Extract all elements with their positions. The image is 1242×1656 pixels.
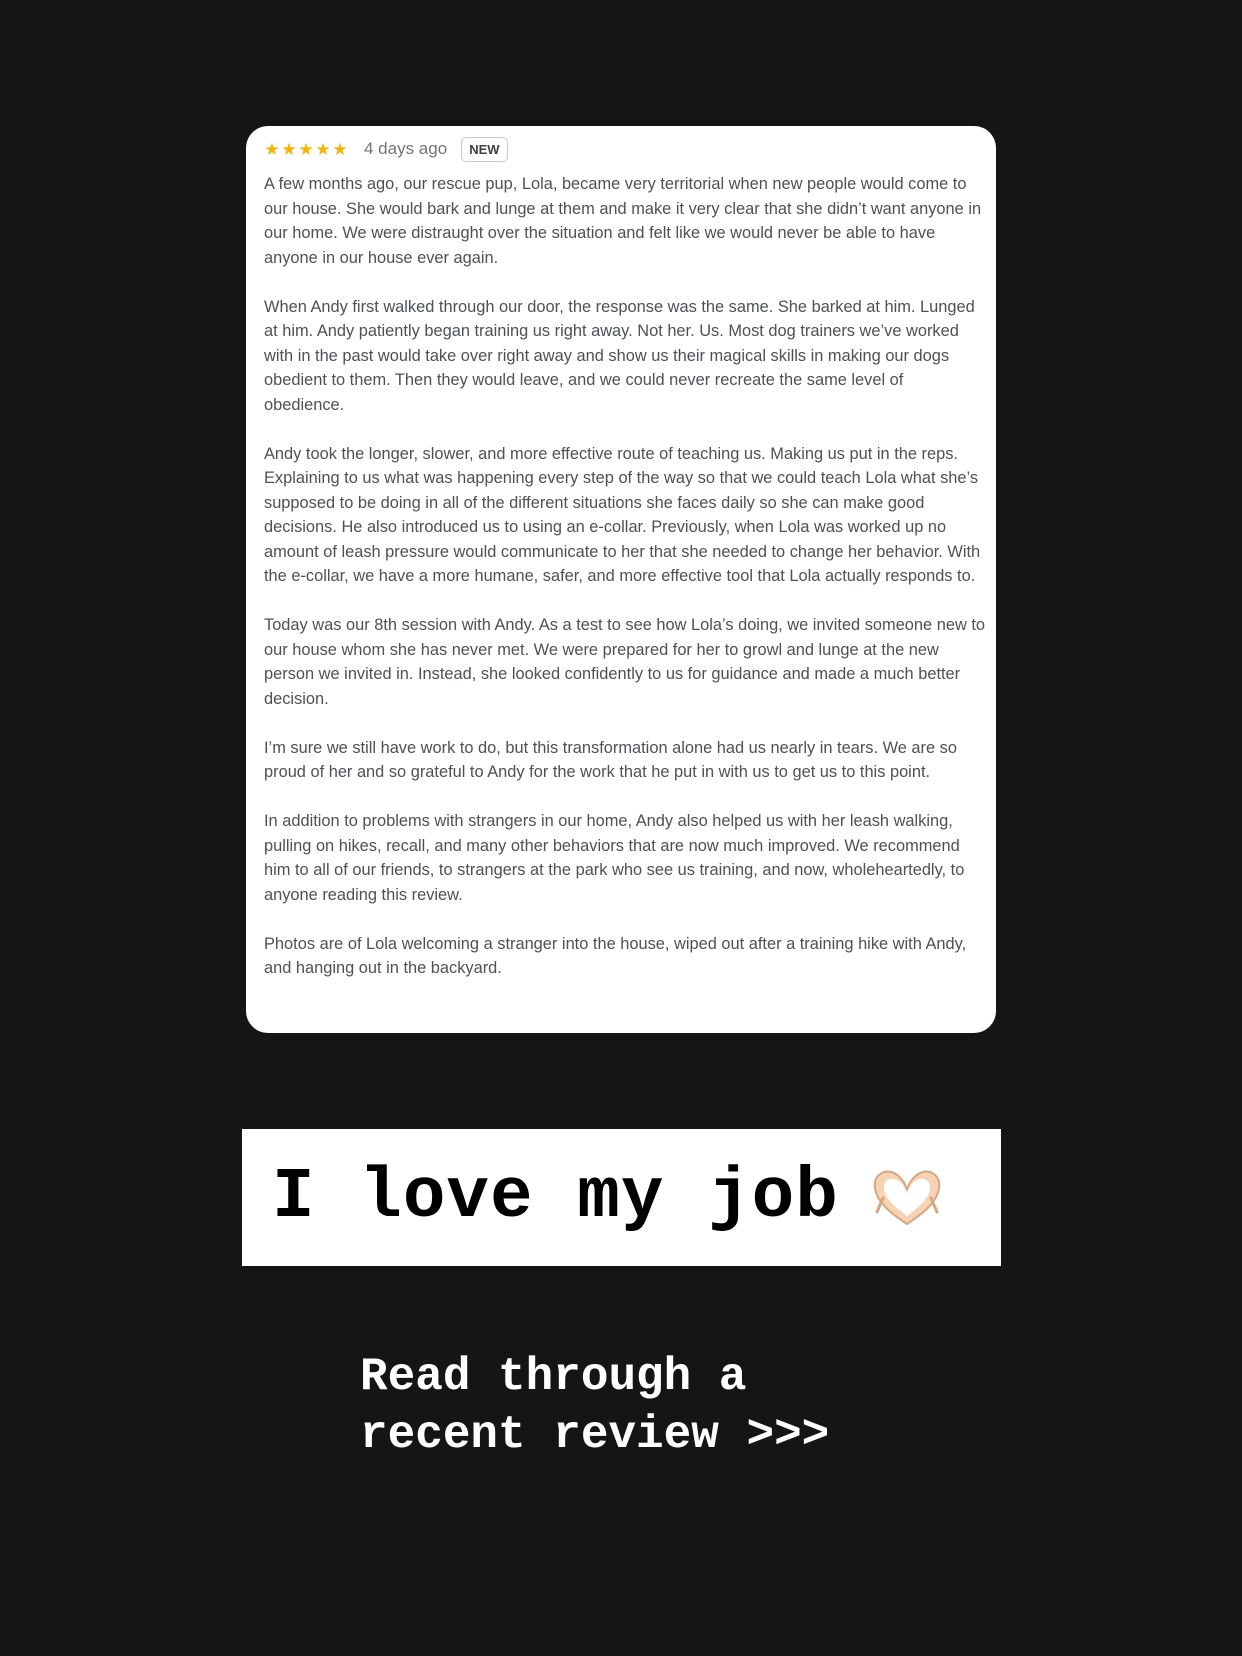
review-card [246,126,996,1033]
cta-line-1: Read through a [360,1351,747,1403]
star-icon: ★ [264,139,280,159]
call-to-action [360,1348,920,1464]
review-paragraph: A few months ago, our rescue pup, Lola, became very territorial when new people would come to our house. She would bark and lunge at them and make it very clear that she didn’t want anyone in our home. We were distraught over the situation and felt like we would never be able to have anyone in our house ever again. [264,175,982,267]
cta-line-2: recent review >>> [360,1409,830,1461]
star-icon: ★ [332,139,348,159]
new-badge: NEW [461,137,507,162]
star-icon: ★ [281,139,297,159]
headline-banner [242,1129,1001,1266]
headline-text: I love my job [272,1157,839,1238]
heart-hands-icon [869,1168,945,1228]
review-paragraph: When Andy first walked through our door, the response was the same. She barked at him. Lunged at him. Andy patiently began training us right away. Not her. Us. Most dog trainers we’ve worked with in the past would take over right away and show us their magical skills in making our dogs obedient to them. Then they would leave, and we could never recreate the same level of obedience. [264,297,975,414]
review-paragraph: Photos are of Lola welcoming a stranger into the house, wiped out after a training hike with Andy, and hanging out in the backyard. [264,934,967,977]
star-icon: ★ [298,139,314,159]
review-paragraph: Today was our 8th session with Andy. As a test to see how Lola’s doing, we invited someone new to our house whom she has never met. We were prepared for her to growl and lunge at the new person we invited in. Instead, she looked confidently to us for guidance and made a much better decision. [264,616,986,708]
review-body [264,172,988,981]
star-rating [264,141,348,158]
review-paragraph: Andy took the longer, slower, and more effective route of teaching us. Making us put in the reps. Explaining to us what was happening every step of the way so that we could teach Lola what she’s supposed to be doing in all of the different situations she faces daily so she can make good decisions. He also introduced us to using an e-collar. Previously, when Lola was worked up no amount of leash pressure would communicate to her that she needed to change her behavior. With the e-collar, we have a more humane, safer, and more effective tool that Lola actually responds to. [264,444,981,585]
star-icon: ★ [315,139,331,159]
review-date: 4 days ago [364,139,448,158]
review-paragraph: I’m sure we still have work to do, but this transformation alone had us nearly in tears. We are so proud of her and so grateful to Andy for the work that he put in with us to get us to this point. [264,738,957,781]
review-header [264,134,988,164]
review-paragraph: In addition to problems with strangers in our home, Andy also helped us with her leash walking, pulling on hikes, recall, and many other behaviors that are now much improved. We recommend him to all of our friends, to strangers at the park who see us training, and now, wholeheartedly, to anyone reading this review. [264,812,965,904]
